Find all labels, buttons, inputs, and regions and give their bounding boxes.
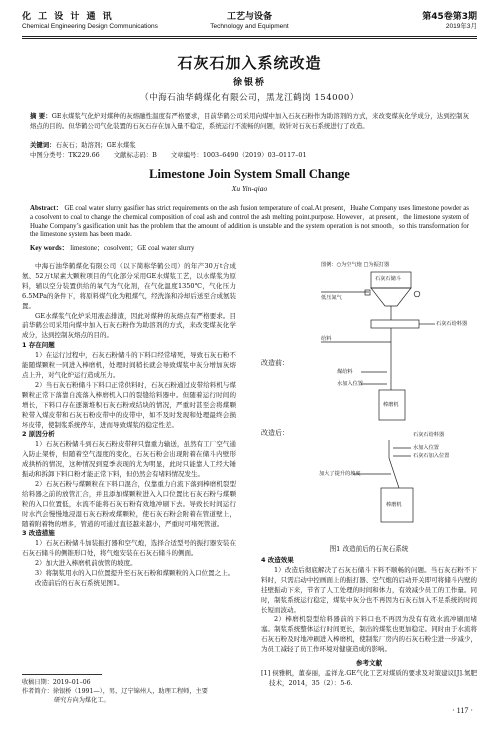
- label-low-pressure-nitrogen: 低压氮气: [321, 295, 342, 301]
- label-coal-feed: 煤给料: [337, 369, 353, 375]
- article-number: 文章编号：1003–6490（2019）03–0117–01: [170, 151, 307, 159]
- label-rod-mill-after: 棒磨机: [386, 502, 402, 508]
- body-paragraph: 2）石灰石粉与煤颗粒在下料口混合，仅靠重力自流下落到棒磨机裂型给料器之前的放管汇合，并且添加煤颗粒进入入口位置比石灰石粉与煤颗粒的入口位置低，水流不能将石灰石粉有效地冲刷下去。导致长时间运行时水汽会慢慢地浸湿石灰石粉或煤颗粒，使石灰石粉会附着在管道壁上，随着附着物的增多，管道的可通过直径越来越小，严重时可堵死管道。: [22, 479, 236, 528]
- body-paragraph: GE水煤浆气化炉采用液态排渣，因此对煤种的灰熔点有严格要求。目前华鹤公司采用向煤中加入石灰石粉作为助溶剂的方式，来改变煤灰化学成分，达到控制灰熔点的目的。: [22, 311, 236, 340]
- figure-drawing: [261, 262, 477, 542]
- keywords-en-label: Key words：: [30, 245, 69, 252]
- running-header: [22, 12, 477, 36]
- section-heading: 1 存在问题: [22, 341, 55, 350]
- author-bio: 作者简介：徐银桥（1991—），男，辽宁锦州人，助理工程师，主要: [22, 688, 208, 695]
- abstract-zh-text: GE水煤浆气化炉对煤种的灰熔融性温度有严格要求，目前华鹤公司采用向煤中加入石灰石粉作为助溶剂的方式，来改变煤灰化学成分，达到控制灰熔点的目的。但华鹤公司气化装置的石灰石存在加入量不稳定，系统运行不流畅的问题，故针对石灰石系统进行了改造。: [30, 112, 469, 130]
- author-bio-cont: 研究方向为煤化工。: [54, 697, 110, 704]
- journal-name-zh: 化 工 设 计 通 讯: [22, 12, 114, 22]
- section-name-en: Technology and Equipment: [210, 23, 289, 30]
- keywords-en: [30, 245, 469, 254]
- feeder-belt: [371, 320, 419, 328]
- body-column-left: [22, 262, 236, 589]
- footnote-rule: [22, 674, 102, 675]
- clc-number: 中图分类号：TK229.66: [30, 151, 100, 159]
- body-paragraph: 1）石灰石粉储斗加装振打器和空气炮，选择合适型号的振打器安装在石灰石储斗的侧锥形口处，将气炮安装在石灰石储斗的侧面。: [22, 539, 236, 558]
- label-water-position-after: 水加入位置: [413, 445, 439, 451]
- affiliation-zh: （中海石油华鹤煤化有限公司，黑龙江鹤岗 154000）: [140, 93, 359, 103]
- keywords-zh-text: 石灰石；助溶剂；GE水煤浆: [55, 141, 136, 149]
- section-block: [22, 12, 477, 31]
- keywords-zh: [30, 141, 469, 150]
- header-rule: [22, 36, 477, 37]
- pipe-after-slope: [389, 458, 399, 488]
- body-paragraph: 2）加大进入棒磨机前放管的坡度。: [35, 559, 137, 568]
- label-limestone-position: 石灰石加入位置: [413, 453, 450, 459]
- vibrator-square: [365, 290, 370, 295]
- volume-issue: 第45卷第3期: [422, 12, 477, 22]
- author-en: Xu Yin-qiao: [231, 184, 268, 193]
- journal-name-en: Chemical Engineering Design Communications: [22, 23, 158, 30]
- label-hopper: 石灰石储斗: [375, 276, 401, 282]
- figure-legend-note: 图例：○为空气炮 □为振打器: [321, 262, 390, 268]
- body-paragraph: 1）在运行过程中，石灰石粉储斗的下料口经常堵死，导致石灰石粉不能随煤颗粒一同进入棒磨机，处理时间稍长就会导致煤浆中灰分增加灰熔点上升，对气化炉运行造成压力。: [22, 351, 236, 379]
- figure-caption: 图1 改造前后的石灰石系统: [329, 545, 409, 553]
- section-heading: 3 改造措施: [22, 529, 55, 538]
- label-limestone-feeder-after: 石灰石给料器: [413, 432, 445, 438]
- label-limestone-feeder: 石灰石给料器: [436, 321, 468, 327]
- body-paragraph: 1）改造后彻底解决了石灰石储斗下料不顺畅的问题。当石灰石粉不下料时，只需启动中控画面上的振打器、空气炮的启动开关即可将储斗内壁的挂壁振动下来，节省了人工处理的时间和体力，有效减少员工的工作量。同时，制浆系统运行稳定，煤浆中灰分也不再因为石灰石加入不足系统的时间长短而波动。: [261, 565, 477, 614]
- section-heading: 4 改造效果: [261, 556, 294, 564]
- label-feed: 给料: [321, 336, 332, 342]
- header-rule-thin: [22, 38, 477, 39]
- label-before: 改造前：: [261, 359, 289, 367]
- body-paragraph: 中海石油华鹤煤化有限公司（以下简称华鹤公司）的年产30万t合成氨、52万t尿素大颗粒项目的气化部分采用GE水煤浆工艺，以水煤浆为原料，辅以空分装置供给的氧气为气化剂，在气化温度1350℃，气化压力6.5MPa的条件下，将原料煤气化为粗煤气，经洗涤和冷却后送至合成氨装置。: [22, 262, 236, 310]
- body-column-right: [261, 556, 477, 689]
- article-title-zh: 石灰石加入系统改造: [177, 54, 322, 72]
- abstract-en-text: GE coal water slurry gasifier has strict requirements on the ash fusion temperature of coal.At present，Huahe Company uses limestone powder as a cosolvent to coal to change the chemical composition of coal ash and control the ash melting point.purpose. However，at present，the limestone system of Huahe Company’s gasification unit has the problem that the amount of addition is unstable and the system operation is not smooth，so this transformation for the limestone system has been made.: [30, 205, 469, 239]
- article-title-en: Limestone Join System Small Change: [149, 167, 350, 181]
- body-paragraph: 2）棒磨机裂型给料器前的下料口也不再因为没有有效水流冲刷而堵塞。制浆系统整体运行时间更长，制出的煤浆也更加稳定。同时由于水流将石灰石粉及时地冲刷进入棒磨机，使制浆厂房内的石灰石粉尘进一步减少，为员工减轻了员工作环境对健康造成的影响。: [261, 615, 477, 654]
- label-increased-slope: 加大了提升的坡度: [319, 471, 361, 477]
- air-cannon-circle: [414, 291, 420, 297]
- reference-item: [1] 侯雅帆，董泰丽，孟祥龙.GE气化工艺对煤质的要求及对策建议[J].氮肥技术，2014，35（2）：5-6.: [261, 668, 477, 687]
- hopper-cone: [371, 288, 411, 306]
- section-heading: 2 原因分析: [22, 430, 55, 439]
- figure-1: [261, 262, 477, 552]
- section-name-zh: 工艺与设备: [226, 12, 272, 22]
- abstract-zh: [30, 112, 469, 131]
- received-date: 收稿日期：2019–01–06: [22, 679, 91, 686]
- issue-block: [422, 12, 477, 31]
- body-paragraph: 1）石灰石粉储斗到石灰石粉皮带秤只靠重力输送，虽然有工厂空气通入防止架桥，但随着空气湿度的变化，石灰石粉会出现附着在储斗内壁形成拱桥的情况，这种情况到夏季表现的尤为明显，此时只能靠人工经大锤振动和拆卸下料口粉才能正常下料，但仍然会有堵料情况发生。: [22, 440, 236, 479]
- abstract-en-label: Abstract：: [30, 205, 63, 212]
- keywords-zh-label: 关键词：: [30, 141, 56, 149]
- label-rod-mill-before: 棒磨机: [383, 402, 399, 408]
- issue-date: 2019年3月: [445, 23, 477, 30]
- body-paragraph: 3）将制浆用水的入口位置提升至石灰石粉和煤颗粒的入口位置之上。: [35, 569, 235, 578]
- classification-line: [30, 151, 469, 160]
- author-zh: 徐银桥: [232, 78, 266, 88]
- keywords-en-text: limestone；cosolvent；GE coal water slurry: [70, 245, 195, 252]
- references-title: 参考文献: [356, 659, 382, 668]
- label-after: 改造后：: [261, 429, 289, 437]
- footnote: [22, 678, 236, 705]
- abstract-zh-label: 摘 要：: [30, 112, 52, 120]
- document-code: 文献标志码：B: [113, 151, 157, 159]
- abstract-en: [30, 205, 469, 240]
- page-number: · 117 ·: [451, 706, 473, 715]
- body-paragraph: 改造前后的石灰石系统见图1。: [35, 579, 124, 587]
- body-paragraph: 2）当石灰石粉储斗下料口正常供料时，石灰石粉通过皮带给料机与煤颗粒正常下落靠自流落入棒磨机入口的裂缝给料器中。但随着运行时间的增长，下料口存在逐渐堆积石灰石粉或结块的情况，严重时甚至会将煤颗粒带入煤皮带和石灰石粉皮带中的皮带中，如不及时发现和处理最终会损坏皮带，使制浆系统停车，进而导致煤浆的稳定性差。: [22, 380, 236, 429]
- label-water-position-before: 水加入位置: [337, 381, 363, 387]
